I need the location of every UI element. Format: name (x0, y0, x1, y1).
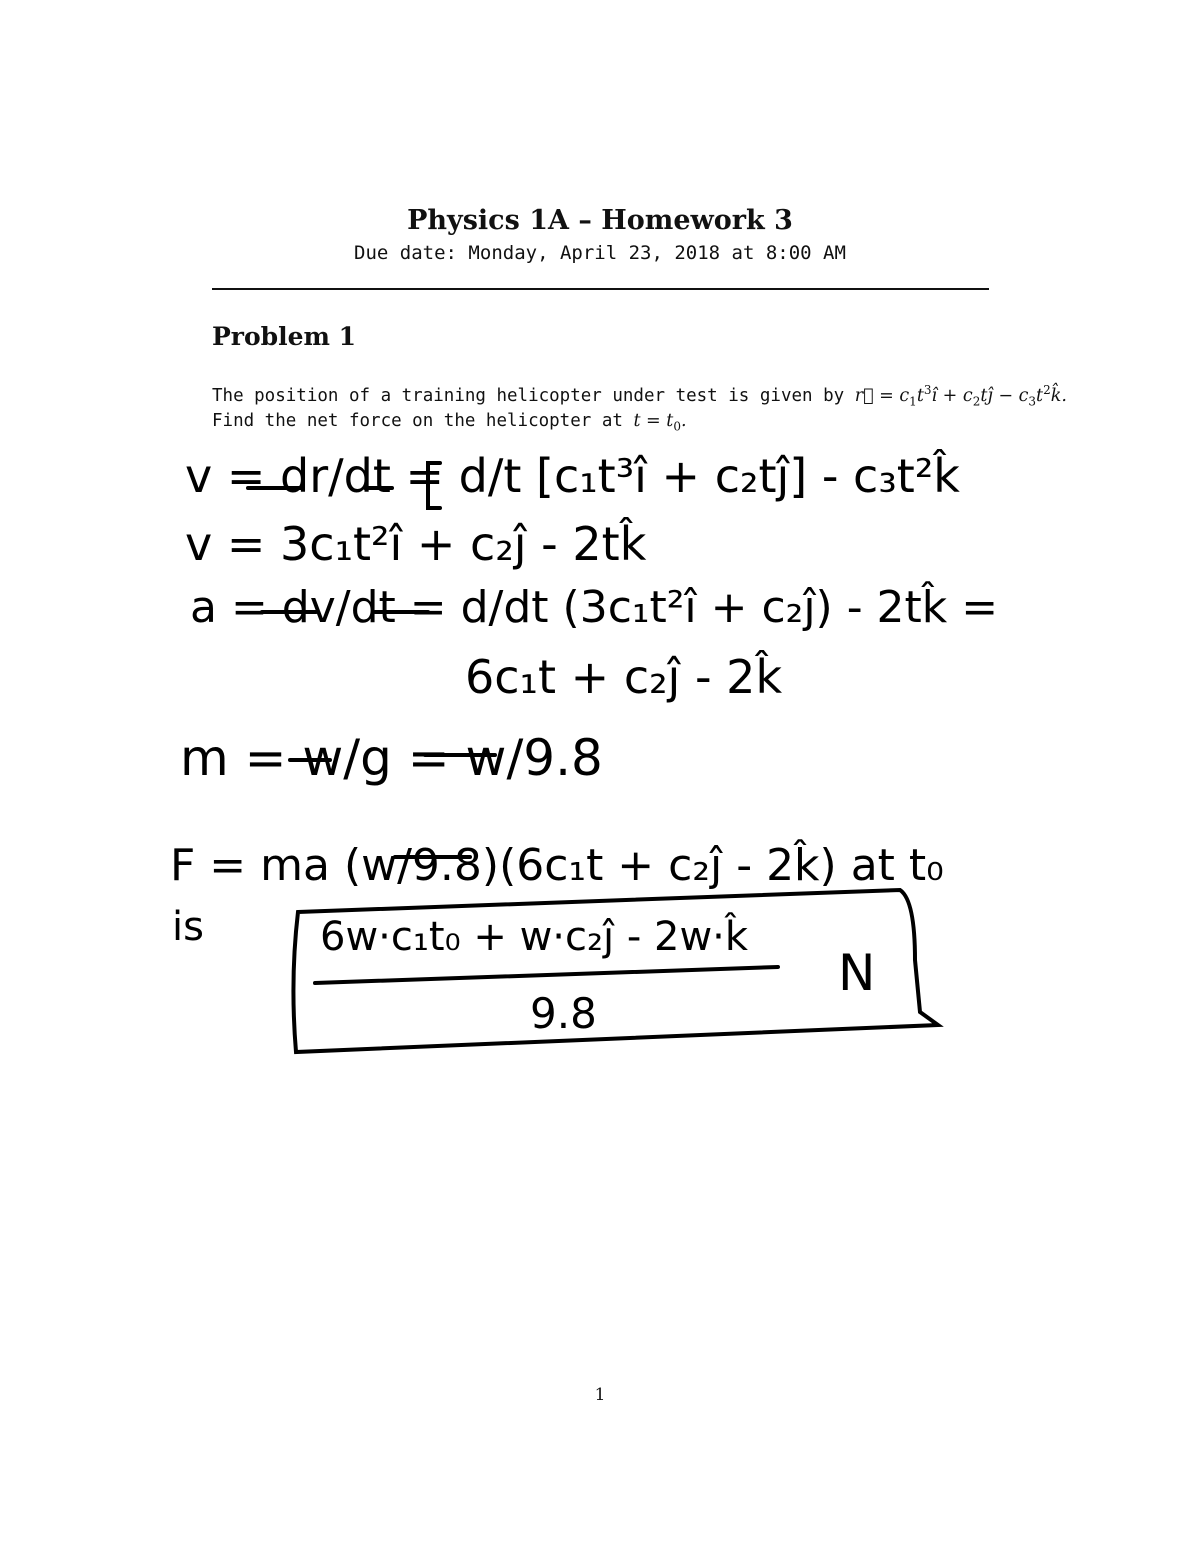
answer-numerator: 6w·c₁t₀ + w·c₂ĵ - 2w·k̂ (320, 914, 749, 960)
problem-text-1: The position of a training helicopter under test is given by (212, 385, 845, 406)
due-date: Due date: Monday, April 23, 2018 at 8:00 AM (354, 242, 846, 264)
handwritten-force: F = ma (w/9.8)(6c₁t + c₂ĵ - 2k̂) at t₀ (170, 840, 944, 891)
answer-denominator: 9.8 (530, 989, 597, 1038)
problem-statement-line-2: Find the net force on the helicopter at $t = t_0$. (212, 411, 687, 434)
handwritten-line-2: v = 3c₁t²î + c₂ĵ - 2tk̂ (185, 517, 647, 571)
problem-statement-line-1: The position of a training helicopter under test is given by r⃗ = $c_1t^3î$ + $c_2tĵ$ − $c_3t^2k̂$. (212, 383, 1067, 409)
answer-unit: N (838, 944, 876, 1002)
page-number: 1 (594, 1385, 606, 1405)
handwritten-is: is (172, 904, 204, 950)
handwritten-mass: m = w/g = w/9.8 (180, 729, 603, 787)
fraction-bar (315, 967, 778, 983)
handwritten-line-1: v = dr/dt = d/t [c₁t³î + c₂tĵ] - c₃t²k̂ (185, 449, 960, 503)
problem-text-2: Find the net force on the helicopter at (212, 411, 623, 431)
page-title: Physics 1A – Homework 3 (407, 205, 793, 236)
handwritten-line-4: 6c₁t + c₂ĵ - 2k̂ (465, 650, 783, 704)
problem-heading: Problem 1 (212, 322, 357, 351)
handwritten-line-3: a = dv/dt = d/dt (3c₁t²î + c₂ĵ) - 2tk̂ = (190, 582, 999, 633)
